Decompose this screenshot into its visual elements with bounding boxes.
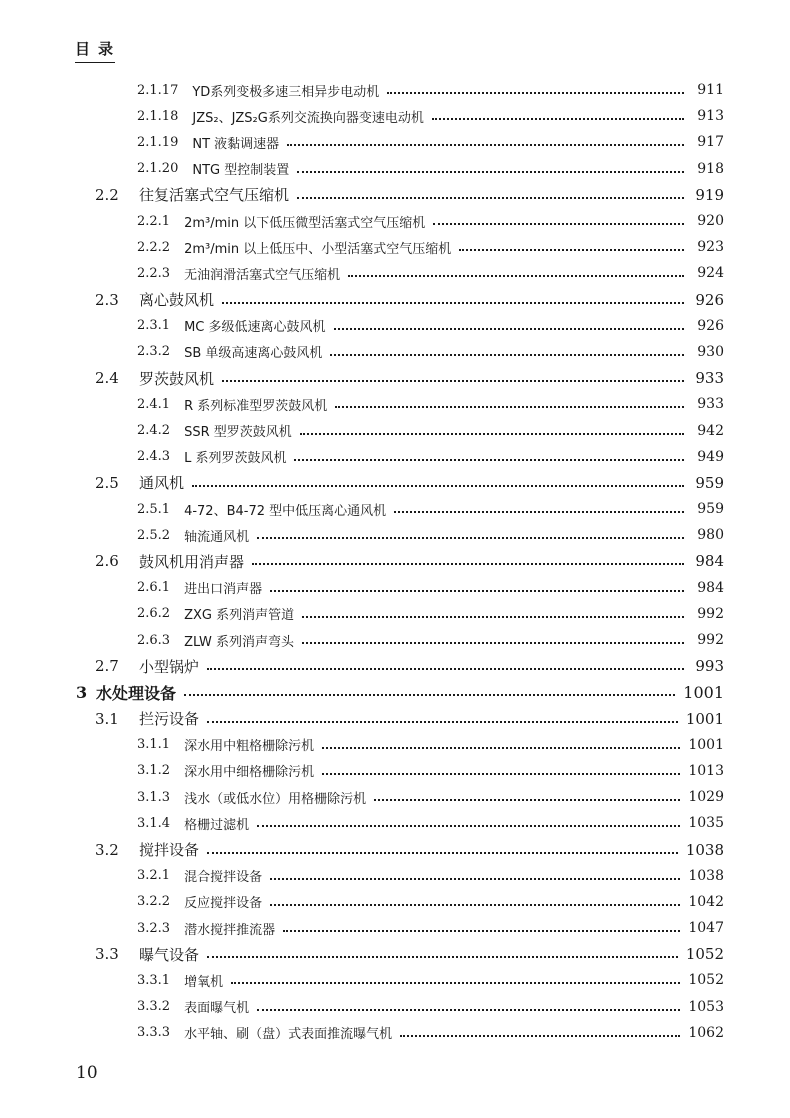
- toc-entry-title: 水平轴、刷（盘）式表面推流曝气机: [184, 1027, 393, 1043]
- toc-entry: [0, 1020, 790, 1046]
- toc-entry-number: 2.2.3: [137, 265, 171, 281]
- toc-entry-number: 3.3.2: [137, 999, 171, 1015]
- dot-leader: [302, 616, 684, 618]
- toc-entry-number: 3.3: [95, 945, 119, 964]
- toc-entry-page: 930: [697, 343, 724, 360]
- toc-entry-page: 993: [695, 657, 724, 676]
- toc-entry-number: 3.2.2: [137, 894, 171, 910]
- toc-entry-title: 4-72、B4-72 型中低压离心通风机: [184, 503, 387, 519]
- toc-entry-title: 小型锅炉: [139, 657, 200, 676]
- dot-leader: [300, 433, 684, 435]
- dot-leader: [459, 249, 684, 251]
- toc-entry-page: 1029: [688, 789, 724, 806]
- toc-entry-number: 2.6: [95, 552, 119, 571]
- toc-entry-title: YD系列变极多速三相异步电动机: [192, 84, 380, 100]
- dot-leader: [297, 171, 684, 173]
- dot-leader: [394, 511, 684, 513]
- toc-entry-title: ZLW 系列消声弯头: [184, 634, 295, 650]
- toc-entry-title: NTG 型控制装置: [192, 163, 290, 179]
- toc-entry: [0, 915, 790, 941]
- toc-entry-number: 2.4: [95, 369, 119, 388]
- toc-entry-page: 923: [697, 239, 724, 256]
- toc-entry-page: 933: [697, 396, 724, 413]
- toc-entry-number: 2.2.2: [137, 239, 171, 255]
- toc-entry-page: 1038: [688, 867, 724, 884]
- toc-entry-page: 1001: [688, 736, 724, 753]
- toc-entry-number: 2.5.1: [137, 501, 171, 517]
- running-header: 目录: [75, 40, 122, 58]
- toc-entry: [0, 260, 790, 286]
- toc-entry-title: 拦污设备: [139, 710, 200, 729]
- toc-entry-page: 1042: [688, 893, 724, 910]
- toc-entry-page: 980: [697, 527, 724, 544]
- dot-leader: [257, 1009, 680, 1011]
- toc-entry-number: 3.1.3: [137, 789, 171, 805]
- toc-entry-title: SSR 型罗茨鼓风机: [184, 425, 292, 441]
- toc-entry-title: 往复活塞式空气压缩机: [139, 186, 290, 205]
- toc-entry-page: 1047: [688, 920, 724, 937]
- toc-entry-title: MC 多级低速离心鼓风机: [184, 320, 326, 336]
- toc-entry-title: L 系列罗茨鼓风机: [184, 451, 287, 467]
- dot-leader: [400, 1035, 680, 1037]
- dot-leader: [302, 642, 684, 644]
- toc-entry-page: 1053: [688, 998, 724, 1015]
- toc-entry-page: 942: [697, 422, 724, 439]
- toc-entry: [0, 627, 790, 653]
- dot-leader: [322, 773, 680, 775]
- dot-leader: [287, 144, 684, 146]
- toc-entry-page: 984: [695, 552, 724, 571]
- toc-entry-title: 潜水搅拌推流器: [184, 922, 276, 938]
- toc-entry: [0, 470, 790, 496]
- toc-entry-page: 1052: [688, 972, 724, 989]
- dot-leader: [283, 930, 680, 932]
- header-rule: [75, 62, 115, 63]
- toc-entry: [0, 417, 790, 443]
- toc-entry-number: 2.6.2: [137, 606, 171, 622]
- dot-leader: [322, 747, 680, 749]
- toc-entry-number: 3.1.2: [137, 763, 171, 779]
- toc-entry-title: 浅水（或低水位）用格栅除污机: [184, 791, 367, 807]
- toc-entry-number: 2.3: [95, 290, 119, 309]
- toc-entry-title: 轴流通风机: [184, 529, 250, 545]
- toc-entry-title: JZS₂、JZS₂G系列交流换向器变速电动机: [192, 110, 424, 126]
- toc-entry: [0, 208, 790, 234]
- toc-entry: [0, 784, 790, 810]
- toc-entry-page: 1052: [685, 945, 724, 964]
- toc-entry-page: 1013: [688, 762, 724, 779]
- dot-leader: [433, 223, 684, 225]
- toc-entry-title: 进出口消声器: [184, 582, 263, 598]
- dot-leader: [348, 275, 684, 277]
- toc-entry-page: 924: [697, 265, 724, 282]
- dot-leader: [257, 825, 680, 827]
- toc-entry-title: 深水用中细格栅除污机: [184, 765, 315, 781]
- toc-entry-page: 992: [697, 632, 724, 649]
- toc-entry: [0, 287, 790, 313]
- toc-entry-title: ZXG 系列消声管道: [184, 608, 295, 624]
- toc-entry: [0, 863, 790, 889]
- toc-entry-number: 2.6.3: [137, 632, 171, 648]
- toc-entry: [0, 339, 790, 365]
- toc-entry-title: 增氧机: [184, 974, 224, 990]
- dot-leader: [231, 982, 680, 984]
- dot-leader: [270, 904, 680, 906]
- toc-entry-page: 1038: [685, 840, 724, 859]
- toc-entry-title: 鼓风机用消声器: [139, 552, 245, 571]
- toc-entry: [0, 732, 790, 758]
- toc-entry-title: 无油润滑活塞式空气压缩机: [184, 267, 341, 283]
- toc-entry: [0, 994, 790, 1020]
- toc-entry-page: 917: [697, 134, 724, 151]
- toc-entry-number: 2.7: [95, 657, 119, 676]
- toc-entry-title: 曝气设备: [139, 945, 200, 964]
- toc-entry-number: 2.3.1: [137, 318, 171, 334]
- toc-entry-number: 2.4.3: [137, 449, 171, 465]
- toc-entry-title: SB 单级高速离心鼓风机: [184, 346, 323, 362]
- toc-entry: [0, 706, 790, 732]
- toc-entry-number: 2.2.1: [137, 213, 171, 229]
- toc-entry-page: 1035: [688, 815, 724, 832]
- toc-entry: [0, 182, 790, 208]
- toc-entry-number: 2.5.2: [137, 527, 171, 543]
- toc-entry-page: 911: [697, 82, 724, 99]
- dot-leader: [207, 721, 678, 723]
- toc-entry-number: 3.1.4: [137, 815, 171, 831]
- toc-entry: [0, 548, 790, 574]
- toc-entry-page: 926: [695, 290, 724, 309]
- toc-entry-page: 926: [697, 317, 724, 334]
- dot-leader: [270, 590, 684, 592]
- toc-entry-title: 2m³/min 以上低压中、小型活塞式空气压缩机: [184, 241, 452, 257]
- toc-entry-number: 3.1.1: [137, 737, 171, 753]
- toc-entry: [0, 156, 790, 182]
- toc-entry-title: 格栅过滤机: [184, 817, 250, 833]
- toc-entry: [0, 967, 790, 993]
- toc-entry-number: 2.5: [95, 473, 119, 492]
- toc-entry: [0, 365, 790, 391]
- dot-leader: [297, 197, 684, 199]
- toc-entry-title: 表面曝气机: [184, 1001, 250, 1017]
- toc-entry-number: 2.4.1: [137, 396, 171, 412]
- toc-entry-title: 深水用中粗格栅除污机: [184, 739, 315, 755]
- toc-entry-title: 离心鼓风机: [139, 291, 215, 310]
- toc-entry-number: 3.2.1: [137, 868, 171, 884]
- toc-entry-page: 1062: [688, 1024, 724, 1041]
- dot-leader: [335, 406, 684, 408]
- toc-entry-page: 919: [695, 185, 724, 204]
- toc-entry-number: 3.3.3: [137, 1025, 171, 1041]
- toc-entry-number: 3.3.1: [137, 972, 171, 988]
- toc-entry: [0, 836, 790, 862]
- dot-leader: [192, 485, 684, 487]
- toc-entry: [0, 129, 790, 155]
- toc-entry-title: 罗茨鼓风机: [139, 369, 215, 388]
- dot-leader: [294, 459, 684, 461]
- toc-entry-title: 反应搅拌设备: [184, 896, 263, 912]
- dot-leader: [252, 563, 684, 565]
- table-of-contents: [0, 77, 790, 1046]
- toc-entry: [0, 496, 790, 522]
- dot-leader: [374, 799, 680, 801]
- toc-entry: [0, 575, 790, 601]
- toc-entry-page: 959: [695, 473, 724, 492]
- toc-entry-number: 3.1: [95, 709, 119, 728]
- toc-entry-page: 913: [697, 108, 724, 125]
- dot-leader: [432, 118, 684, 120]
- toc-entry: [0, 444, 790, 470]
- toc-entry-page: 984: [697, 579, 724, 596]
- toc-entry-number: 2.3.2: [137, 344, 171, 360]
- toc-entry: [0, 234, 790, 260]
- toc-entry-number: 2.1.18: [137, 108, 179, 124]
- dot-leader: [207, 852, 678, 854]
- dot-leader: [207, 956, 678, 958]
- dot-leader: [257, 537, 684, 539]
- toc-entry: [0, 679, 790, 705]
- toc-entry: [0, 941, 790, 967]
- toc-entry: [0, 889, 790, 915]
- toc-entry-title: NT 液黏调速器: [192, 136, 280, 152]
- toc-entry: [0, 391, 790, 417]
- toc-entry: [0, 758, 790, 784]
- toc-entry-number: 2.6.1: [137, 580, 171, 596]
- toc-entry-number: 3: [76, 682, 88, 702]
- toc-entry-title: R 系列标准型罗茨鼓风机: [184, 398, 328, 414]
- toc-entry: [0, 103, 790, 129]
- toc-entry-title: 通风机: [139, 474, 185, 493]
- toc-entry-page: 959: [697, 501, 724, 518]
- toc-entry-number: 2.4.2: [137, 423, 171, 439]
- toc-entry-page: 992: [697, 605, 724, 622]
- dot-leader: [222, 380, 684, 382]
- toc-entry-number: 2.1.20: [137, 161, 179, 177]
- toc-entry-page: 1001: [683, 682, 724, 702]
- toc-entry: [0, 653, 790, 679]
- toc-entry: [0, 77, 790, 103]
- toc-entry-title: 2m³/min 以下低压微型活塞式空气压缩机: [184, 215, 426, 231]
- toc-entry-number: 3.2: [95, 840, 119, 859]
- toc-entry-title: 搅拌设备: [139, 841, 200, 860]
- toc-entry-number: 2.2: [95, 185, 119, 204]
- dot-leader: [222, 302, 684, 304]
- toc-entry: [0, 313, 790, 339]
- dot-leader: [330, 354, 684, 356]
- toc-entry-page: 1001: [685, 709, 724, 728]
- toc-entry: [0, 810, 790, 836]
- page-number: 10: [76, 1063, 98, 1083]
- toc-entry-page: 949: [697, 448, 724, 465]
- toc-entry-page: 933: [695, 369, 724, 388]
- toc-entry-number: 3.2.3: [137, 920, 171, 936]
- toc-entry-page: 918: [697, 160, 724, 177]
- toc-entry: [0, 522, 790, 548]
- toc-entry-number: 2.1.17: [137, 82, 179, 98]
- toc-entry-page: 920: [697, 213, 724, 230]
- toc-entry-title: 混合搅拌设备: [184, 870, 263, 886]
- dot-leader: [387, 92, 684, 94]
- dot-leader: [270, 878, 680, 880]
- dot-leader: [184, 694, 675, 696]
- toc-entry: [0, 601, 790, 627]
- toc-entry-title: 水处理设备: [96, 683, 177, 703]
- dot-leader: [334, 328, 684, 330]
- dot-leader: [207, 668, 684, 670]
- toc-entry-number: 2.1.19: [137, 134, 179, 150]
